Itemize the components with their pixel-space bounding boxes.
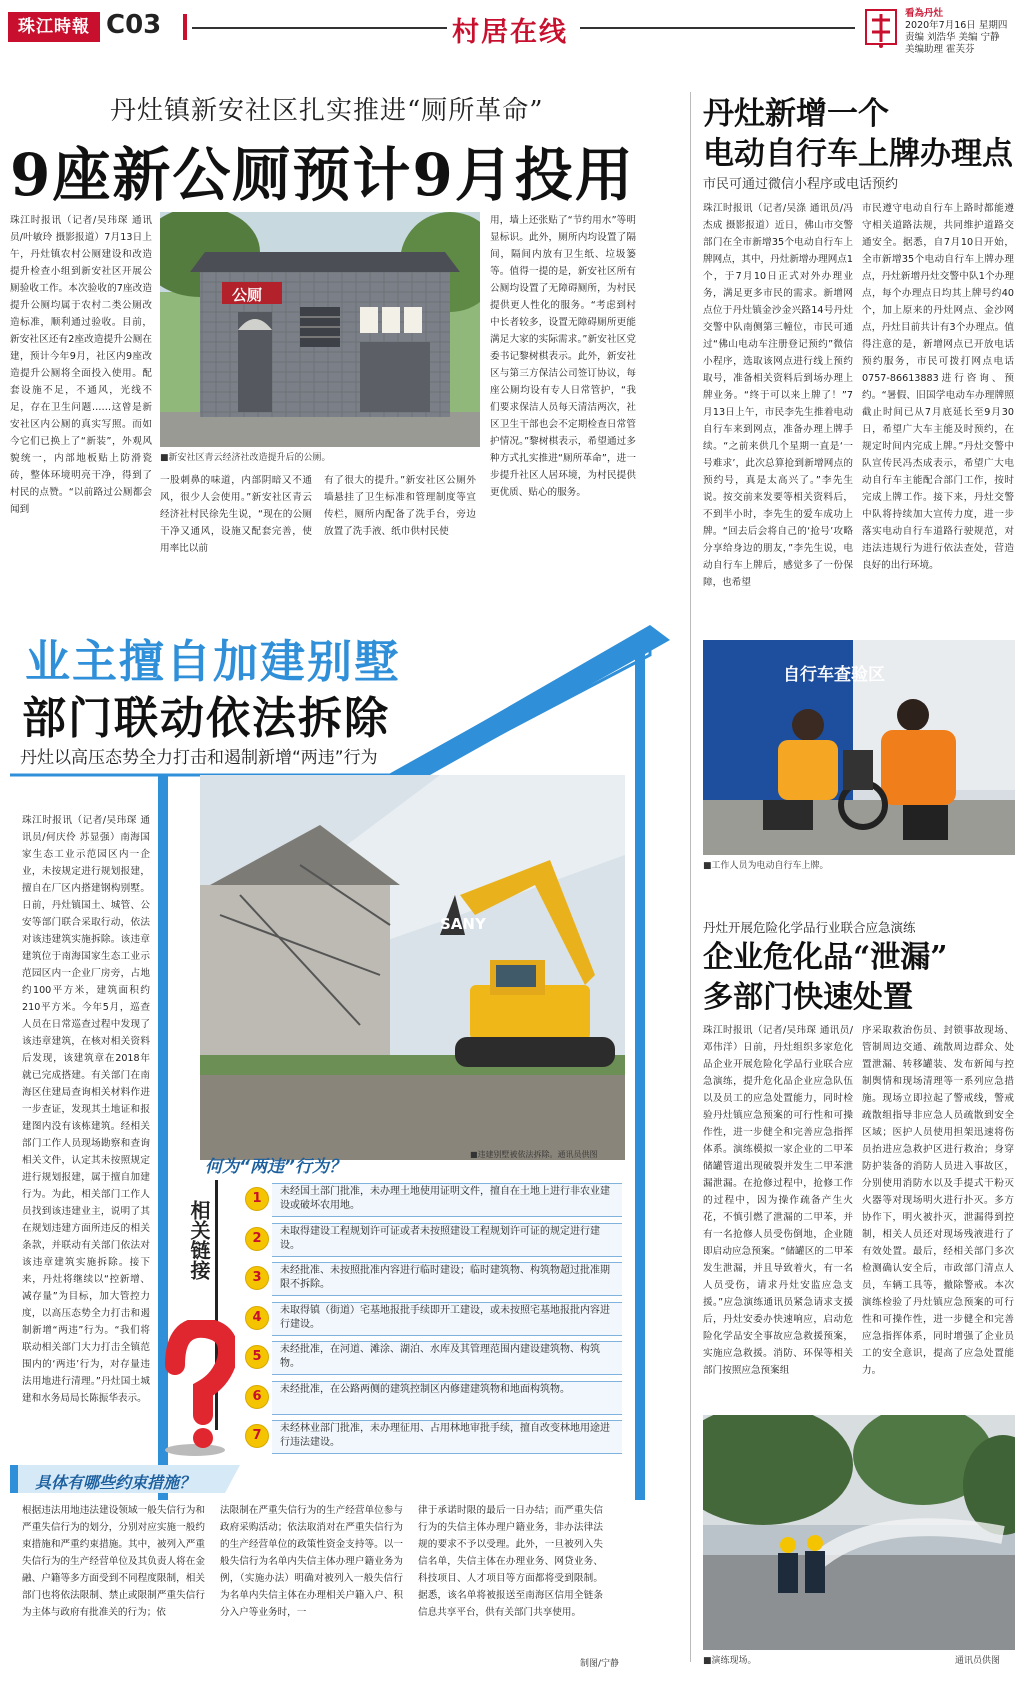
- link-item-number: 1: [245, 1187, 269, 1211]
- newspaper-logo: 珠江時報: [8, 12, 100, 42]
- chem-photo-caption: ■演练现场。: [703, 1656, 757, 1666]
- danzao-emblem-icon: [862, 6, 900, 50]
- ebike-body-col1: 珠江时报讯（记者/吴涤 通讯员/冯杰成 摄影报道）近日，佛山市交警部门在全市新增35个电动自行车上牌网点，其中，丹灶新增办理网点1个，于7月10日正式对外办理业务，满足更多市民的需求。新增网点位于丹灶镇金沙金兴路14号丹灶交警中队南侧第三幢位，市民可通过“佛山电动车注册登记预约”微信小程序，选取该网点进行线上预约取号，准备相关资料后到场办理上牌业务。“终于可以来上牌了！”7月13日上午，市民李先生推着电动自行车来到网点，准备办理上牌手续。“之前来供几个星期一直是‘一号难求’，此次总算抢到新增网点的预约号，真是太高兴了。”李先生说。按交前来发要等相关资料后，不到半小时，李先生的爱车成功上牌。“回去后会将自己的‘抢号’攻略分享给身边的朋友，”李先生说，电动自行车上牌后，感觉多了一份保障，也希望: [703, 203, 853, 588]
- toilet-article-kicker: 丹灶镇新安社区扎实推进“厕所革命”: [110, 96, 544, 126]
- chem-title-line2: 多部门快速处置: [703, 980, 913, 1015]
- toilet-photo-caption: ■新安社区青云经济社改造提升后的公厕。: [160, 453, 331, 463]
- link-item-text: 未经林业部门批准，未办理征用、占用林地审批手续，擅自改变林地用途进行违法建设。: [280, 1423, 610, 1448]
- toilet-body-col4: 用，墙上还张贴了“节约用水”等明显标识。此外，厕所内均设置了隔间，隔间内放有卫生纸、垃圾篓等。值得一提的是，新安社区所有公厕均设置了无障碍厕所，为村民提供更人性化的服务。“考虑到村中长者较多，设置无障碍厕所更能满足大家的实际需求。”新安社区党委书记黎树棋表示。此外，新安社区与第三方保洁公司签订协议，每座公厕均设有专人日常管护，“我们要求保洁人员每天清洁两次，社区卫生干部也会不定期检查日常管护情况。”黎树棋表示，希望通过多种方式扎实推进“厕所革命”，进一步提升社区人居环境，为村民提供更优质、贴心的服务。: [490, 215, 636, 498]
- graphic-credit: 制图/宁静: [580, 1659, 620, 1669]
- measures-col2: 法限制在严重失信行为的生产经营单位参与政府采购活动；依法取消对在严重失信行为的生产经营单位的政策性资金支持等。以一般失信行为名单内失信主体办理户籍业务为例，（实施办法）明确对被列入一般失信行为名单内失信主体在办理相关户籍入户、积分入户等业务时，一: [220, 1505, 403, 1618]
- measures-col1: 根据违法用地违法建设领域一般失信行为和严重失信行为的划分，分别对应实施一般约束措施和严重约束措施。其中，被列入严重失信行为的生产经营单位及其负责人将在金融、户籍等多方面受到不同程度限制，相关部门也将依法限制、禁止或限制严重失信行为主体与政府有批准关的行为；依: [22, 1505, 205, 1618]
- toilet-article-title: 9座新公厕预计9月投用: [10, 141, 635, 209]
- related-link-label: 相关链接: [187, 1200, 211, 1280]
- toilet-body-col2: 一股刺鼻的味道，内部阴暗又不通风，很少人会使用。”新安社区青云经济社村民徐先生说，“现在的公厕干净又通风，设施又配套完善，使用率比以前: [160, 475, 312, 554]
- link-item-text: 未经批准，在公路两侧的建筑控制区内修建建筑物和地面构筑物。: [280, 1384, 570, 1395]
- ebike-article-title: [703, 94, 1013, 174]
- proof-line: 美编助理 霍芙芬: [905, 44, 975, 55]
- toilet-body-col3: 有了很大的提升。”新安社区公厕外墙悬挂了卫生标准和管理制度等宣传栏，厕所内配备了洗手台，旁边放置了洗手液、纸巾供村民使: [324, 475, 476, 537]
- link-box-title: 何为“两违”行为？: [205, 1157, 346, 1177]
- villa-title-blue: 业主擅自加建别墅: [25, 635, 402, 688]
- toilet-body-col1: 珠江时报讯（记者/吴玮琛 通讯员/叶敏玲 摄影报道）7月13日上午，丹灶镇农村公厕建设和改造提升检查小组到新安社区开展公厕验收工作。本次验收的7座改造提升公厕均属于农村二类公厕改造标准，顺利通过验收。目前，新安社区还有2座改造提升公厕在建，预计今年9月，社区内9座改造提升公厕将全面投入使用。配套设施不足，不通风，光线不足，存在卫生问题……这曾是新安社区内公厕的真实写照。而如今它们已换上了“新装”，外观风貌统一，内部地板贴上防滑瓷砖，整体环境明亮干净，得到了村民的点赞。“以前路过公厕都会闻到: [10, 215, 152, 515]
- page-number: C03: [106, 10, 162, 40]
- header-rule-right: [580, 27, 855, 29]
- villa-body: 珠江时报讯（记者/吴玮琛 通讯员/何庆伶 苏显强）南海国家生态工业示范园区内一企业，未按规定进行规划报建，擅自在厂区内搭建钢构别墅。日前，丹灶镇国土、城管、公安等部门联合采取行动，依法对该违建筑实施拆除。该违章建筑位于南海国家生态工业示范园区内一企业厂房旁，占地约100平方米，建筑面积约210平方米。今年5月，巡查人员在日常巡查过程中发现了该违章建筑，在核对相关资料后发现，该建筑章在2018年就已完成搭建。有关部门在南海区住建局查询相关材料作进一步查证，发现其土地证和报建图内没有该栋建筑。经相关部门工作人员现场勘察和查询相关文件，认定其未按照规定进行规划报建，属于擅自加建行为。为此，相关部门工作人员找到该违建业主，说明了其在规划违建方面所违反的相关条款，并联动有关部门依法对该违章建筑实施拆除。接下来，丹灶将继续以“控新增、减存量”为目标，加大管控力度，以高压态势全力打击和遏制新增“两违”行为。“我们将联动相关部门大力打击全镇范围内的‘两违’行为，对存量违法用地进行清理。”丹灶国土城建和水务局局长陈振华表示。: [22, 815, 150, 1404]
- ebike-article-subtitle: 市民可通过微信小程序或电话预约: [703, 177, 899, 192]
- toilet-photo: [160, 212, 480, 447]
- link-item-number: 4: [245, 1306, 269, 1330]
- toilet-sign-text: 公厕: [232, 286, 263, 304]
- chem-body-col1: 珠江时报讯（记者/吴玮琛 通讯员/邓伟洋）日前，丹灶组织多家危化品企业开展危险化学品行业联合应急演练，提升危化品企业应急队伍以及员工的应急处置能力，同时检验丹灶镇应急预案的可行性和可操作性，进一步健全和完善应急指挥体系。演练模拟一家企业的二甲苯储罐管道出现破裂并发生二甲苯泄漏泄漏。在抢修过程中，抢修工作的过程中，因为操作疏备产生火花，不慎引燃了泄漏的二甲苯，并有一名抢修人员受伤倒地，企业随即启动应急预案。“储罐区的二甲苯发生泄漏，并且导致着火，有一名人员受伤，请求丹灶安监应急支援。”应急演练通讯员紧急请求支援后，丹灶安委办快速响应，启动危险化学品安全事故应急救援预案，实施应急救援。消防、环保等相关部门按照应急预案组: [703, 1025, 853, 1376]
- link-item-text: 未经国土部门批准，未办理土地使用证明文件，擅自在土地上进行非农业建设或破坏农用地。: [280, 1186, 610, 1211]
- link-item-number: 2: [245, 1227, 269, 1251]
- firefighting-drill-illustration: [703, 1415, 1015, 1650]
- excavator-brand-text: SANY: [440, 915, 486, 933]
- excavator-demolition-illustration: [200, 775, 625, 1160]
- chem-article-title: [703, 938, 948, 1018]
- question-mark-icon: [155, 1320, 235, 1460]
- measures-col3: 律于承诺时限的最后一日办结；而严重失信行为的失信主体办理户籍业务，非办法律法规的要求不予以受理。此外，一旦被列入失信名单，失信主体在办理业务、网贷业务、科技项目、人才项目等方面都将受到限制。据悉，该名单将被报送至南海区信用全链条信息共享平台，供有关部门共享使用。: [418, 1505, 603, 1618]
- villa-demolition-photo: [200, 775, 625, 1160]
- link-item-number: 6: [245, 1385, 269, 1409]
- chem-photo-credit: 通讯员供图: [955, 1656, 1001, 1666]
- ebike-title-line2: 电动自行车上牌办理点: [703, 136, 1013, 172]
- link-item-number: 7: [245, 1424, 269, 1448]
- ebike-photo: [703, 640, 1015, 855]
- header-accent-bar: [183, 14, 187, 40]
- chem-article-kicker: 丹灶开展危险化学品行业联合应急演练: [703, 920, 916, 935]
- link-item-text: 未取得建设工程规划许可证或者未按照建设工程规划许可证的规定进行建设。: [280, 1226, 600, 1251]
- link-item-text: 未经批准、未按照批准内容进行临时建设；临时建筑物、构筑物超过批准期限不拆除。: [280, 1265, 610, 1290]
- issue-info: [905, 8, 1023, 56]
- chem-drill-photo: [703, 1415, 1015, 1650]
- villa-title-black: 部门联动依法拆除: [22, 693, 390, 744]
- ebike-photo-caption: ■工作人员为电动自行车上牌。: [703, 861, 829, 871]
- column-divider: [690, 92, 691, 1662]
- ebike-photo-sign: 自行车查验区: [783, 665, 885, 685]
- region-brand: 看為丹灶: [905, 8, 944, 19]
- header-rule-left: [192, 27, 447, 29]
- villa-photo-caption: ■违建别墅被依法拆除。通讯员供图: [470, 1150, 598, 1159]
- villa-subtitle: 丹灶以高压态势全力打击和遏制新增“两违”行为: [20, 748, 378, 768]
- link-item-number: 5: [245, 1345, 269, 1369]
- public-toilet-illustration: [160, 212, 480, 447]
- chem-title-line1: 企业危化品“泄漏”: [703, 940, 948, 975]
- issue-date: 2020年7月16日 星期四: [905, 20, 1008, 31]
- link-item-text: 未取得镇（街道）宅基地报批手续即开工建设，或未按照宅基地报批内容进行建设。: [280, 1305, 610, 1330]
- chem-body-col2: 序采取救治伤员、封锁事故现场、管制周边交通、疏散周边群众、处置泄漏、转移罐装、发布新闻与控制舆情和现场清理等一系列应急措施。现场立即拉起了警戒线，警戒疏散组指导非应急人员疏散到安全区域；医护人员使用担架迅速将伤员抬进应急救护区进行救治；身穿防护装备的消防人员进入事故区，分别使用消防水以及手提式干粉灭火器等对现场明火进行扑灭。多方协作下，明火被扑灭，泄漏得到控制，相关人员还对现场残液进行了有效处置。最后，经相关部门多次检测确认安全后，市政部门清点人员，车辆工具等，撤除警戒。本次演练检验了丹灶镇应急预案的可行性和可操作性，进一步健全和完善应急指挥体系，同时增强了企业员工的安全意识，提高了应急处置能力。: [862, 1025, 1014, 1376]
- ebike-title-line1: 丹灶新增一个: [703, 96, 889, 132]
- editor-line: 责编 刘浩华 美编 宁静: [905, 32, 1000, 43]
- measures-title: 具体有哪些约束措施？: [35, 1473, 196, 1492]
- ebike-body-col2: 市民遵守电动自行车上路时都能遵守相关道路法规，共同维护道路交通安全。据悉，自7月10日开始，全市新增35个电动自行车上牌办理点，丹灶新增丹灶交警中队1个办理点，每个办理点日均其上牌号约40个，加上原来的丹灶网点、金沙网点，丹灶目前共计有3个办理点。值得注意的是，新增网点已开放电话预约服务，市民可拨打网点电话0757-86613883进行咨询、预约。“暑假、旧国学电动车办理牌照截止时间已从7月底延长至9月30日，希望广大车主能及时预约，在规定时间内完成上牌。”丹灶交警中队宣传民冯杰成表示，希望广大电动自行车主能配合部门工作，按时完成上牌工作。接下来，丹灶交警中队将持续加大宣传力度，进一步落实电动自行车道路行驶规范，对违法违规行为进行依法查处，营造良好的出行环境。: [862, 203, 1014, 571]
- link-item-text: 未经批准，在河道、滩涂、湖泊、水库及其管理范围内建设建筑物、构筑物。: [280, 1344, 600, 1369]
- section-title: 村居在线: [452, 17, 568, 48]
- link-item-number: 3: [245, 1266, 269, 1290]
